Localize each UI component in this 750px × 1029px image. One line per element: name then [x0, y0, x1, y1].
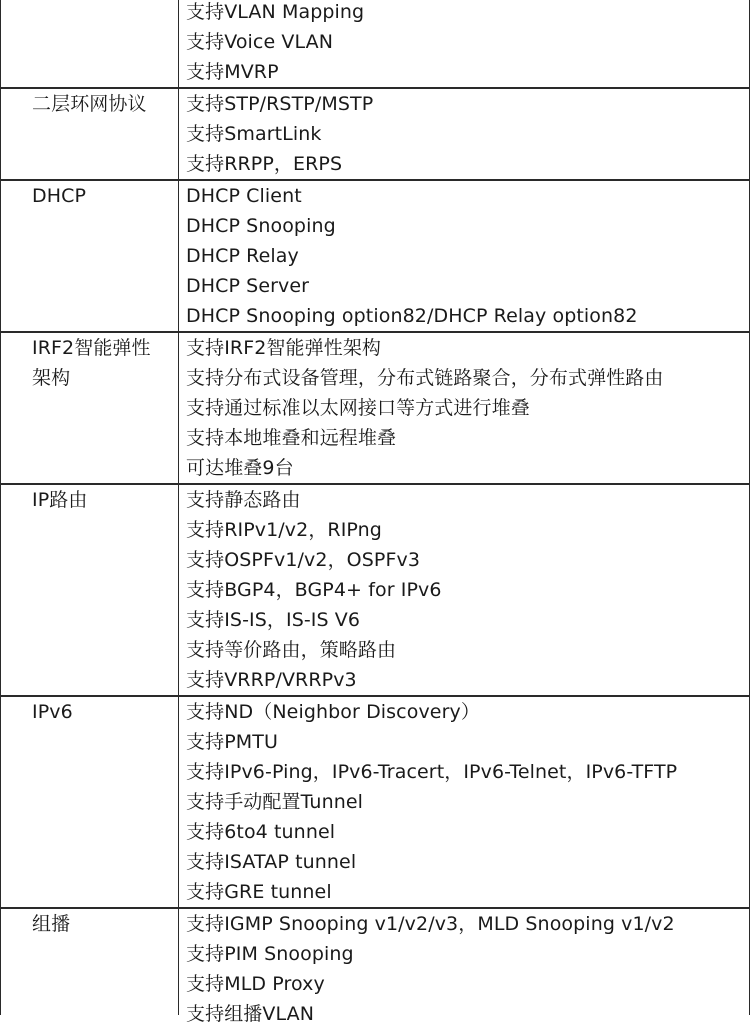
- category-label-line: 架构: [32, 367, 71, 389]
- category-cell: [0, 332, 179, 484]
- feature-item: 支持VLAN Mapping: [186, 1, 365, 23]
- feature-item: 支持PIM Snooping: [186, 943, 354, 965]
- feature-cell: [179, 908, 750, 1029]
- feature-item: 支持手动配置Tunnel: [186, 791, 364, 813]
- feature-item: 支持SmartLink: [186, 123, 322, 145]
- feature-item: 支持通过标准以太网接口等方式进行堆叠: [186, 397, 530, 419]
- table-row: [0, 908, 750, 1029]
- feature-cell: [179, 180, 750, 332]
- category-cell: [0, 180, 179, 332]
- feature-item: 支持IS-IS，IS-IS V6: [186, 609, 361, 631]
- feature-item: 支持MLD Proxy: [186, 973, 325, 995]
- feature-item: 支持IRF2智能弹性架构: [186, 337, 382, 359]
- feature-item: DHCP Client: [186, 185, 302, 207]
- feature-item: 支持IPv6-Ping，IPv6-Tracert，IPv6-Telnet，IPv6-TFTP: [186, 761, 678, 783]
- category-label-line: IRF2智能弹性: [32, 337, 151, 359]
- feature-item: 支持ND（Neighbor Discovery）: [186, 701, 480, 723]
- feature-cell: [179, 0, 750, 88]
- category-label: IP路由: [32, 489, 88, 511]
- feature-item: 可达堆叠9台: [186, 457, 294, 479]
- category-cell: [0, 484, 179, 696]
- feature-item: 支持ISATAP tunnel: [186, 851, 357, 873]
- category-cell: [0, 696, 179, 908]
- feature-item: 支持RIPv1/v2，RIPng: [186, 519, 382, 541]
- feature-cell: [179, 88, 750, 180]
- category-label: IPv6: [32, 701, 73, 723]
- category-label: 组播: [32, 913, 71, 935]
- feature-cell: [179, 696, 750, 908]
- feature-item: 支持GRE tunnel: [186, 881, 332, 903]
- feature-item: 支持RRPP，ERPS: [186, 153, 343, 175]
- feature-item: 支持VRRP/VRRPv3: [186, 669, 357, 691]
- feature-item: 支持分布式设备管理，分布式链路聚合，分布式弹性路由: [186, 367, 664, 389]
- feature-cell: [179, 484, 750, 696]
- category-label: 二层环网协议: [32, 93, 147, 115]
- feature-item: 支持OSPFv1/v2，OSPFv3: [186, 549, 421, 571]
- feature-item: 支持BGP4，BGP4+ for IPv6: [186, 579, 442, 601]
- table-row: [0, 484, 750, 696]
- feature-cell: [179, 332, 750, 484]
- feature-item: 支持静态路由: [186, 489, 301, 511]
- feature-item: DHCP Relay: [186, 245, 299, 267]
- table-row: [0, 696, 750, 908]
- feature-item: DHCP Snooping: [186, 215, 336, 237]
- feature-item: DHCP Server: [186, 275, 310, 297]
- feature-item: 支持6to4 tunnel: [186, 821, 336, 843]
- feature-item: 支持本地堆叠和远程堆叠: [186, 427, 397, 449]
- table-row: [0, 88, 750, 180]
- table-row: [0, 180, 750, 332]
- category-cell: [0, 0, 179, 88]
- table-row: [0, 332, 750, 484]
- feature-item: 支持MVRP: [186, 61, 279, 83]
- feature-item: 支持IGMP Snooping v1/v2/v3，MLD Snooping v1/v2: [186, 913, 675, 935]
- category-cell: [0, 88, 179, 180]
- table-row: [0, 0, 750, 88]
- feature-item: 支持等价路由，策略路由: [186, 639, 397, 661]
- feature-item: 支持Voice VLAN: [186, 31, 334, 53]
- feature-item: 支持组播VLAN: [186, 1003, 315, 1025]
- category-label: DHCP: [32, 185, 87, 207]
- feature-item: 支持PMTU: [186, 731, 278, 753]
- category-cell: [0, 908, 179, 1029]
- feature-item: 支持STP/RSTP/MSTP: [186, 93, 374, 115]
- feature-item: DHCP Snooping option82/DHCP Relay option82: [186, 305, 638, 327]
